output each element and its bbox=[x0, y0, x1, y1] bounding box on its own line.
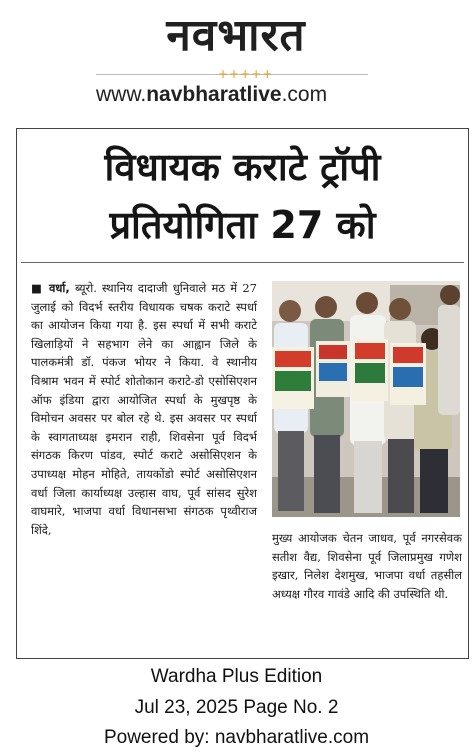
news-photo bbox=[272, 281, 460, 517]
website-brand: navbharatlive bbox=[146, 83, 282, 106]
body-text-left: ब्यूरो. स्थानिय दादाजी धुनिवाले मठ में 27 जुलाई को विदर्भ स्तरीय विधायक चषक कराटे स्पर्धा का आयोजन किया गया है. इस स्पर्धा में सभी कराटे खिलाड़ियों ने सहभाग लेने का आह्वान जिले के पालकमंत्री डॉ. पंकज भोयर ने किया. वे स्थानीय विश्राम भवन में स्पोर्ट शोतोकान कराटे-डो एसोसिएशन ऑफ इंडिया द्वारा आयोजित स्पर्धा के मुखपृष्ठ के विमोचन अवसर पर बोल रहे थे. इस अवसर पर स्पर्धा के स्वागताध्यक्ष इमरान राही, शिवसेना पूर्व विदर्भ संगठक किरण पांडव, स्पोर्ट कराटे असोसिएशन के उपाध्यक्ष मोहन मोहिते, तायकोंडो स्पोर्ट असोसिएशन वर्धा जिला कार्याध्यक्ष उल्हास वाघ, पूर्व सांसद सुरेश वाघमारे, भाजपा वर्धा विधानसभा संगठक पृथ्वीराज शिंदे, bbox=[31, 281, 258, 537]
powered-by-label: Powered by: navbharatlive.com bbox=[103, 727, 370, 748]
website-suffix: .com bbox=[281, 83, 328, 106]
news-clipping bbox=[16, 128, 469, 659]
newspaper-logo: नवभारत bbox=[166, 10, 306, 61]
article-body-right: मुख्य आयोजक चेतन जाधव, पूर्व नगरसेवक सतीश वैद्य, शिवसेना पूर्व जिलाप्रमुख गणेश इखार, निलेश देशमुख, भाजपा वर्धा तहसील अध्यक्ष गौरव गावंडे आदि की उपस्थिति थी. bbox=[272, 531, 462, 601]
website-prefix: www. bbox=[96, 83, 147, 106]
edition-label: Wardha Plus Edition bbox=[150, 666, 323, 687]
dateline: ■ वर्धा, bbox=[31, 281, 70, 295]
headline-line-2: प्रतियोगिता 27 को bbox=[109, 203, 376, 247]
headline-rule bbox=[21, 262, 464, 263]
masthead bbox=[0, 0, 473, 120]
article-body-left bbox=[31, 279, 257, 539]
date-page-label: Jul 23, 2025 Page No. 2 bbox=[134, 697, 339, 718]
photo-illustration bbox=[272, 281, 460, 517]
website-url bbox=[96, 82, 372, 108]
headline-line-1: विधायक कराटे ट्रॉपी bbox=[104, 145, 381, 189]
logo-dots: +++++ bbox=[218, 67, 274, 81]
